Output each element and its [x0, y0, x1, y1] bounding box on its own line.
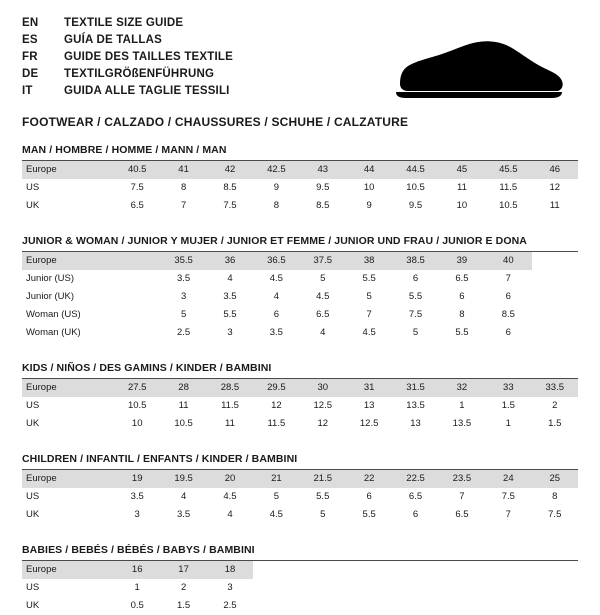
cell: 10	[456, 200, 468, 211]
cell: 13	[410, 418, 421, 429]
cell: 1.5	[176, 600, 191, 611]
cell: 10.5	[127, 400, 147, 411]
cell: 3	[227, 582, 233, 593]
cell: 3	[134, 509, 140, 520]
cell: 3.5	[223, 291, 237, 302]
cell: 38	[346, 252, 392, 270]
cell: 8	[459, 309, 465, 320]
size-block-babies	[22, 544, 578, 615]
cell: 11.5	[267, 418, 286, 429]
cell: 13.5	[406, 400, 425, 411]
cell: 21.5	[300, 470, 346, 488]
cell: 6	[412, 273, 419, 284]
cell: 4.5	[269, 509, 283, 520]
language-row	[22, 33, 233, 50]
cell	[300, 561, 346, 579]
language-row	[22, 16, 233, 33]
cell: 8.5	[316, 200, 330, 211]
cell	[392, 561, 438, 579]
language-title: GUIDA ALLE TAGLIE TESSILI	[64, 85, 230, 97]
cell: 40	[485, 252, 531, 270]
cell: 39	[439, 252, 485, 270]
cell: 7.5	[223, 200, 237, 211]
cell: 7	[459, 491, 465, 502]
cell: 5.5	[455, 327, 469, 338]
cell: 38.5	[392, 252, 438, 270]
cell	[532, 561, 578, 579]
cell: 6	[505, 327, 511, 338]
cell: 2	[180, 582, 187, 593]
row-label: UK	[26, 200, 40, 211]
cell: 44	[346, 161, 392, 179]
cell: 5.5	[362, 273, 376, 284]
cell: 11.5	[221, 400, 239, 411]
cell	[114, 306, 160, 324]
language-code: IT	[22, 85, 33, 97]
cell: 42	[207, 161, 253, 179]
category-title: FOOTWEAR / CALZADO / CHAUSSURES / SCHUHE / CALZATURE	[22, 115, 409, 129]
cell: 5.5	[408, 291, 423, 302]
cell: 6	[412, 509, 419, 520]
cell: 7	[505, 273, 511, 284]
table-row	[22, 197, 578, 215]
cell: 19	[114, 470, 160, 488]
cell: 9	[366, 200, 372, 211]
cell: 28	[160, 379, 206, 397]
table-row	[22, 306, 578, 324]
cell: 0.5	[130, 600, 144, 611]
cell: 4.5	[223, 491, 237, 502]
size-block-junior-woman	[22, 235, 578, 342]
cell: 3	[180, 291, 187, 302]
cell	[114, 270, 160, 288]
cell: 9.5	[408, 200, 423, 211]
size-block-kids	[22, 362, 578, 433]
cell	[346, 561, 392, 579]
cell: 5	[412, 327, 419, 338]
cell: 36.5	[253, 252, 299, 270]
row-label: US	[26, 491, 40, 502]
cell: 2	[552, 400, 558, 411]
cell: 12	[271, 400, 282, 411]
cell: 6	[273, 309, 280, 320]
cell: 2.5	[176, 327, 191, 338]
row-label: UK	[26, 418, 40, 429]
cell: 35.5	[160, 252, 206, 270]
cell: 43	[300, 161, 346, 179]
cell: 30	[300, 379, 346, 397]
row-label: US	[26, 582, 40, 593]
language-row	[22, 50, 233, 67]
cell: 1	[459, 400, 465, 411]
cell: 7	[505, 509, 511, 520]
cell: 6.5	[316, 309, 330, 320]
cell	[253, 579, 299, 597]
cell: 17	[160, 561, 206, 579]
cell	[253, 561, 299, 579]
cell: 12	[317, 418, 329, 429]
cell: 45.5	[485, 161, 531, 179]
document-header	[22, 16, 578, 129]
language-code: ES	[22, 34, 38, 46]
cell: 4	[320, 327, 326, 338]
cell	[532, 324, 578, 342]
cell: 3	[227, 327, 233, 338]
cell: 28.5	[207, 379, 253, 397]
cell	[439, 579, 485, 597]
cell: 7	[180, 200, 187, 211]
block-title: CHILDREN / INFANTIL / ENFANTS / KINDER / BAMBINI	[22, 453, 578, 470]
cell: 4.5	[362, 327, 376, 338]
cell: 8.5	[223, 182, 237, 193]
cell: 6.5	[408, 491, 423, 502]
row-label: Europe	[22, 379, 114, 397]
cell: 45	[439, 161, 485, 179]
cell	[485, 561, 531, 579]
row-label: Europe	[22, 470, 114, 488]
cell: 7.5	[501, 491, 515, 502]
cell: 7	[366, 309, 372, 320]
table-row	[22, 561, 578, 579]
row-label: UK	[26, 600, 40, 611]
cell: 24	[485, 470, 531, 488]
cell	[392, 579, 438, 597]
cell: 37.5	[300, 252, 346, 270]
cell: 44.5	[392, 161, 438, 179]
cell: 5	[320, 273, 326, 284]
language-code: EN	[22, 17, 39, 29]
cell: 13.5	[452, 418, 472, 429]
cell: 46	[532, 161, 578, 179]
cell: 33.5	[532, 379, 578, 397]
cell: 16	[114, 561, 160, 579]
cell: 11	[549, 200, 560, 211]
language-title: GUIDE DES TAILLES TEXTILE	[64, 51, 233, 63]
cell	[114, 252, 160, 270]
table-row	[22, 506, 578, 524]
cell: 29.5	[253, 379, 299, 397]
language-code: FR	[22, 51, 38, 63]
block-title: KIDS / NIÑOS / DES GAMINS / KINDER / BAMBINI	[22, 362, 578, 379]
cell	[439, 561, 485, 579]
size-block-children	[22, 453, 578, 524]
cell: 8	[180, 182, 187, 193]
row-label: Europe	[22, 161, 114, 179]
cell: 12.5	[313, 400, 332, 411]
cell: 12	[549, 182, 561, 193]
cell: 4.5	[316, 291, 330, 302]
cell	[114, 288, 160, 306]
block-title: MAN / HOMBRE / HOMME / MANN / MAN	[22, 144, 578, 161]
size-table	[22, 252, 578, 342]
cell: 1	[134, 582, 140, 593]
cell: 4	[227, 509, 233, 520]
cell: 32	[439, 379, 485, 397]
table-row	[22, 161, 578, 179]
cell: 11	[178, 400, 189, 411]
language-title-list	[22, 16, 233, 101]
cell: 31.5	[392, 379, 438, 397]
size-table	[22, 379, 578, 433]
cell: 8	[273, 200, 280, 211]
table-row	[22, 488, 578, 506]
cell: 27.5	[114, 379, 160, 397]
table-row	[22, 379, 578, 397]
cell: 5	[180, 309, 187, 320]
cell: 6	[366, 491, 372, 502]
cell: 33	[485, 379, 531, 397]
cell: 7.5	[548, 509, 562, 520]
cell: 18	[207, 561, 253, 579]
cell	[114, 324, 160, 342]
cell: 9.5	[316, 182, 330, 193]
cell: 4.5	[269, 273, 283, 284]
cell: 12.5	[359, 418, 379, 429]
cell: 10.5	[174, 418, 193, 429]
row-label: Junior (US)	[26, 273, 75, 284]
cell: 42.5	[253, 161, 299, 179]
cell: 6	[505, 291, 511, 302]
row-label: Junior (UK)	[26, 291, 75, 302]
table-row	[22, 397, 578, 415]
cell: 6.5	[130, 200, 144, 211]
cell: 8.5	[501, 309, 515, 320]
cell: 3.5	[269, 327, 283, 338]
cell: 7.5	[130, 182, 144, 193]
cell: 7.5	[408, 309, 423, 320]
language-row	[22, 67, 233, 84]
cell: 10	[131, 418, 143, 429]
cell: 10.5	[499, 200, 518, 211]
cell: 4	[180, 491, 187, 502]
cell: 5.5	[316, 491, 330, 502]
cell: 40.5	[114, 161, 160, 179]
cell: 5.5	[362, 509, 376, 520]
table-row	[22, 470, 578, 488]
block-title: JUNIOR & WOMAN / JUNIOR Y MUJER / JUNIOR ET FEMME / JUNIOR UND FRAU / JUNIOR E DONA	[22, 235, 578, 252]
table-row	[22, 579, 578, 597]
cell: 6	[459, 291, 465, 302]
table-row	[22, 252, 578, 270]
size-table	[22, 470, 578, 524]
row-label: US	[26, 182, 40, 193]
cell: 5	[320, 509, 326, 520]
table-row	[22, 324, 578, 342]
row-label: Europe	[22, 252, 114, 270]
cell: 6.5	[455, 509, 469, 520]
table-row	[22, 270, 578, 288]
cell	[485, 579, 531, 597]
cell	[532, 579, 578, 597]
size-table	[22, 161, 578, 215]
language-title: GUÍA DE TALLAS	[64, 34, 162, 46]
cell: 4	[273, 291, 280, 302]
cell: 41	[160, 161, 206, 179]
cell	[532, 306, 578, 324]
cell: 9	[273, 182, 280, 193]
cell: 19.5	[160, 470, 206, 488]
cell: 10.5	[406, 182, 425, 193]
cell: 20	[207, 470, 253, 488]
cell: 3.5	[176, 273, 191, 284]
cell: 5.5	[223, 309, 237, 320]
language-code: DE	[22, 68, 39, 80]
cell	[300, 579, 346, 597]
cell: 11	[456, 182, 467, 193]
cell: 10	[363, 182, 375, 193]
cell: 1	[505, 418, 511, 429]
cell: 36	[207, 252, 253, 270]
row-label: US	[26, 400, 40, 411]
row-label: Woman (UK)	[26, 327, 81, 338]
row-label: Woman (US)	[26, 309, 81, 320]
cell: 6.5	[455, 273, 469, 284]
cell: 11.5	[499, 182, 518, 193]
cell: 8	[552, 491, 558, 502]
cell: 4	[227, 273, 233, 284]
cell: 2.5	[223, 600, 237, 611]
cell: 22	[346, 470, 392, 488]
cell: 5	[366, 291, 372, 302]
language-title: TEXTILE SIZE GUIDE	[64, 17, 184, 29]
cell: 13	[363, 400, 375, 411]
cell: 25	[532, 470, 578, 488]
language-row	[22, 84, 233, 101]
cell	[532, 270, 578, 288]
table-row	[22, 179, 578, 197]
cell: 1.5	[501, 400, 515, 411]
cell: 5	[273, 491, 280, 502]
dress-shoe-icon	[386, 36, 566, 106]
language-title: TEXTILGRÖßENFÜHRUNG	[64, 68, 215, 80]
row-label: Europe	[22, 561, 114, 579]
size-block-man	[22, 144, 578, 215]
row-label: UK	[26, 509, 40, 520]
table-row	[22, 288, 578, 306]
block-title: BABIES / BEBÉS / BÉBÉS / BABYS / BAMBINI	[22, 544, 578, 561]
cell	[532, 288, 578, 306]
cell: 3.5	[130, 491, 144, 502]
table-row	[22, 415, 578, 433]
cell: 23.5	[439, 470, 485, 488]
cell: 3.5	[176, 509, 191, 520]
size-table	[22, 561, 578, 615]
cell	[346, 579, 392, 597]
cell: 31	[346, 379, 392, 397]
cell: 21	[253, 470, 299, 488]
cell: 22.5	[392, 470, 438, 488]
cell: 11	[225, 418, 235, 429]
cell	[532, 252, 578, 270]
cell: 1.5	[548, 418, 562, 429]
